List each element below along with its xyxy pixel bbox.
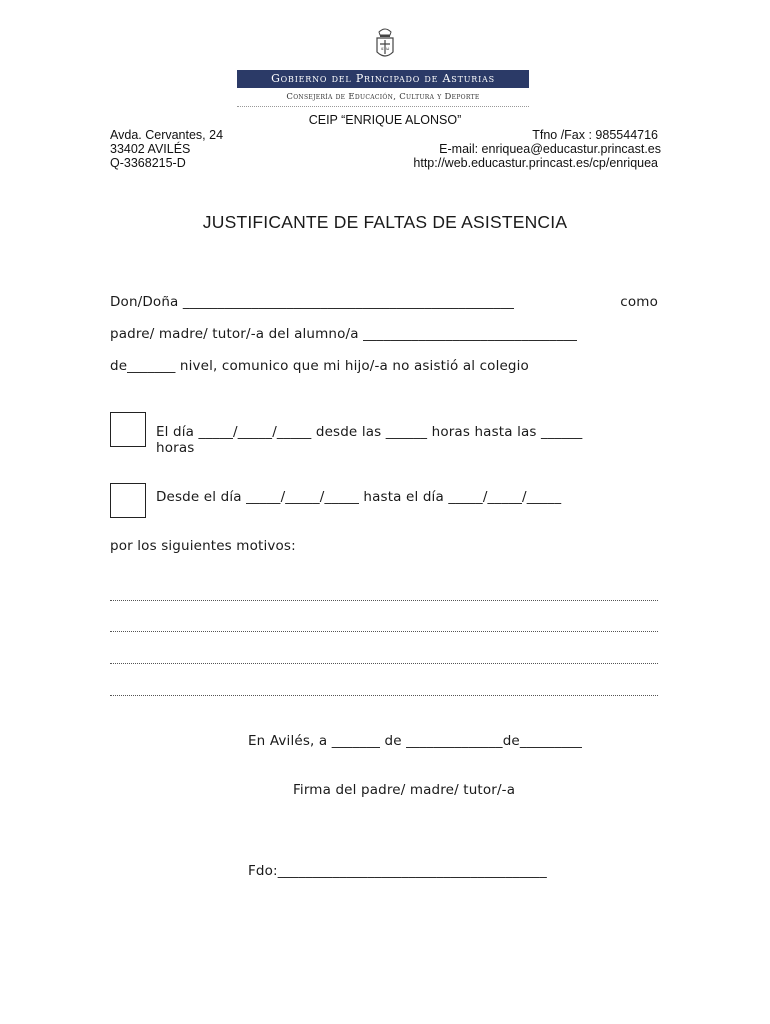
asturias-crest-icon: [373, 26, 397, 62]
ministry-subtitle: Consejería de Educación, Cultura y Deporte: [286, 92, 480, 102]
single-day-checkbox[interactable]: [110, 412, 146, 447]
parent-name-line: Don/Doña ________________________________________________: [110, 294, 515, 310]
reason-line[interactable]: [110, 600, 658, 601]
signature-line: Fdo:_______________________________________: [248, 863, 547, 879]
single-day-text: El día _____/_____/_____ desde las ______ horas hasta las ______: [156, 424, 583, 440]
reasons-label: por los siguientes motivos:: [110, 538, 296, 554]
address-line2: 33402 AVILÉS: [110, 142, 191, 156]
single-day-text-cont: horas: [156, 440, 195, 456]
svg-text:ω: ω: [386, 46, 390, 51]
address-line1: Avda. Cervantes, 24: [110, 128, 224, 142]
place-date-line: En Avilés, a _______ de ______________de_________: [248, 733, 582, 749]
reason-line[interactable]: [110, 695, 658, 696]
website: http://web.educastur.princast.es/cp/enriquea: [413, 156, 658, 170]
government-banner: Gobierno del Principado de Asturias: [237, 70, 529, 88]
document-title: JUSTIFICANTE DE FALTAS DE ASISTENCIA: [202, 212, 568, 232]
date-range-checkbox[interactable]: [110, 483, 146, 518]
svg-text:α: α: [381, 46, 384, 51]
email: E-mail: enriquea@educastur.princast.es: [439, 142, 661, 156]
address-line3: Q-3368215-D: [110, 156, 186, 170]
level-line: de_______ nivel, comunico que mi hijo/-a no asistió al colegio: [110, 358, 529, 374]
phone-fax: Tfno /Fax : 985544716: [532, 128, 658, 142]
signature-label: Firma del padre/ madre/ tutor/-a: [293, 782, 516, 798]
reason-line[interactable]: [110, 631, 658, 632]
como-word: como: [620, 294, 658, 310]
letterhead-divider: [237, 106, 529, 107]
date-range-text: Desde el día _____/_____/_____ hasta el día _____/_____/_____: [156, 489, 562, 505]
reason-line[interactable]: [110, 663, 658, 664]
student-name-line: padre/ madre/ tutor/-a del alumno/a _______________________________: [110, 326, 578, 342]
school-name: CEIP “ENRIQUE ALONSO”: [308, 113, 462, 127]
